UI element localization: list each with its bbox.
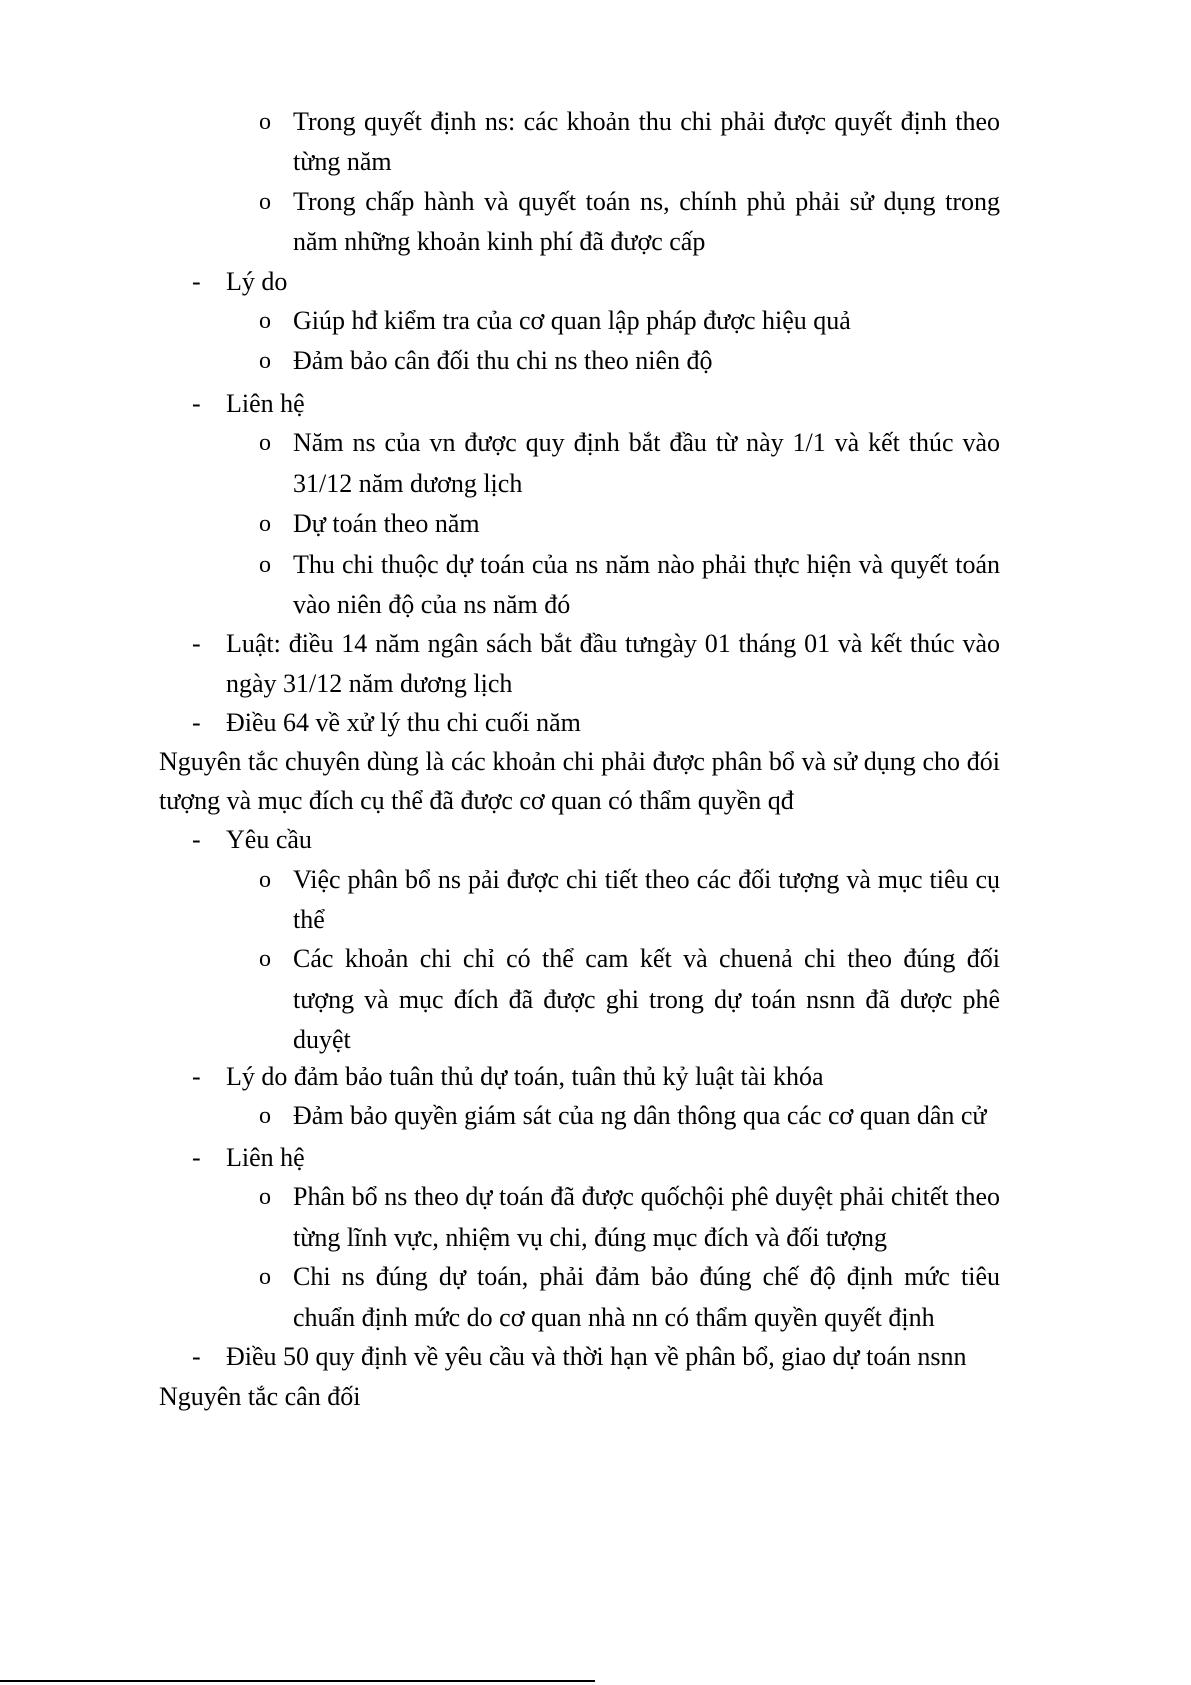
paragraph-line: Nguyên tắc chuyên dùng là các khoản chi phải được phân bổ và sử dụng cho đói [159,747,1000,776]
dash-list-item-line: ngày 31/12 năm dương lịch [226,669,513,698]
circle-sub-item-line: 31/12 năm dương lịch [293,469,523,498]
circle-sub-item-line: năm những khoản kinh phí đã được cấp [293,227,706,256]
circle-bullet: o [259,1103,271,1129]
circle-sub-item-line: Các khoản chi chỉ có thể cam kết và chuenả chi theo đúng đối [293,944,1000,973]
dash-bullet: - [192,267,201,296]
circle-bullet: o [259,867,271,893]
circle-bullet: o [259,511,271,537]
paragraph-line: Nguyên tắc cân đối [159,1382,361,1411]
circle-bullet: o [259,348,271,374]
circle-sub-item-line: Trong quyết định ns: các khoản thu chi phải được quyết định theo [293,107,1000,136]
dash-list-item-line: Lý do [226,267,288,296]
circle-sub-item-line: Chi ns đúng dự toán, phải đảm bảo đúng chế độ định mức tiêu [293,1262,1000,1291]
circle-sub-item-line: Năm ns của vn được quy định bắt đầu từ này 1/1 và kết thúc vào [293,428,1000,457]
dash-list-item-line: Yêu cầu [226,825,312,854]
circle-sub-item-line: Thu chi thuộc dự toán của ns năm nào phải thực hiện và quyết toán [293,550,1000,579]
dash-list-item-line: Điều 64 về xử lý thu chi cuối năm [226,708,581,737]
circle-sub-item-line: chuẩn định mức do cơ quan nhà nn có thẩm quyền quyết định [293,1303,935,1332]
dash-bullet: - [192,708,201,737]
circle-sub-item-line: tượng và mục đích đã được ghi trong dự toán nsnn đã dược phê [293,985,1000,1014]
circle-sub-item-line: Việc phân bổ ns pải được chi tiết theo các đối tượng và mục tiêu cụ [293,865,1000,894]
circle-sub-item-line: Trong chấp hành và quyết toán ns, chính phủ phải sử dụng trong [293,187,1000,216]
circle-bullet: o [259,946,271,972]
circle-bullet: o [259,1184,271,1210]
dash-bullet: - [192,389,201,418]
dash-list-item-line: Luật: điều 14 năm ngân sách bắt đầu tưngày 01 tháng 01 và kết thúc vào [226,629,1000,658]
dash-bullet: - [192,1062,201,1091]
circle-sub-item-line: Phân bổ ns theo dự toán đã được quốchội phê duyệt phải chitết theo [293,1182,1000,1211]
footnote-separator-line [0,1680,595,1682]
dash-list-item-line: Lý do đảm bảo tuân thủ dự toán, tuân thủ kỷ luật tài khóa [226,1062,824,1091]
circle-sub-item-line: Đảm bảo cân đối thu chi ns theo niên độ [293,346,713,375]
circle-bullet: o [259,308,271,334]
paragraph-line: tượng và mục đích cụ thể đã được cơ quan có thẩm quyền qđ [159,786,794,815]
dash-list-item-line: Liên hệ [226,1143,305,1172]
dash-list-item-line: Điều 50 quy định về yêu cầu và thời hạn về phân bổ, giao dự toán nsnn [226,1342,967,1371]
circle-sub-item-line: vào niên độ của ns năm đó [293,590,571,619]
dash-bullet: - [192,1342,201,1371]
dash-bullet: - [192,1143,201,1172]
circle-bullet: o [259,430,271,456]
dash-list-item-line: Liên hệ [226,389,305,418]
dash-bullet: - [192,825,201,854]
circle-sub-item-line: Giúp hđ kiểm tra của cơ quan lập pháp được hiệu quả [293,306,851,335]
dash-bullet: - [192,629,201,658]
circle-bullet: o [259,109,271,135]
circle-sub-item-line: duyệt [293,1025,351,1054]
circle-bullet: o [259,189,271,215]
circle-bullet: o [259,552,271,578]
circle-sub-item-line: từng lĩnh vực, nhiệm vụ chi, đúng mục đích và đối tượng [293,1223,888,1252]
circle-bullet: o [259,1264,271,1290]
circle-sub-item-line: thể [293,905,325,934]
circle-sub-item-line: Đảm bảo quyền giám sát của ng dân thông qua các cơ quan dân cử [293,1101,987,1130]
circle-sub-item-line: Dự toán theo năm [293,509,480,538]
circle-sub-item-line: từng năm [293,147,392,176]
